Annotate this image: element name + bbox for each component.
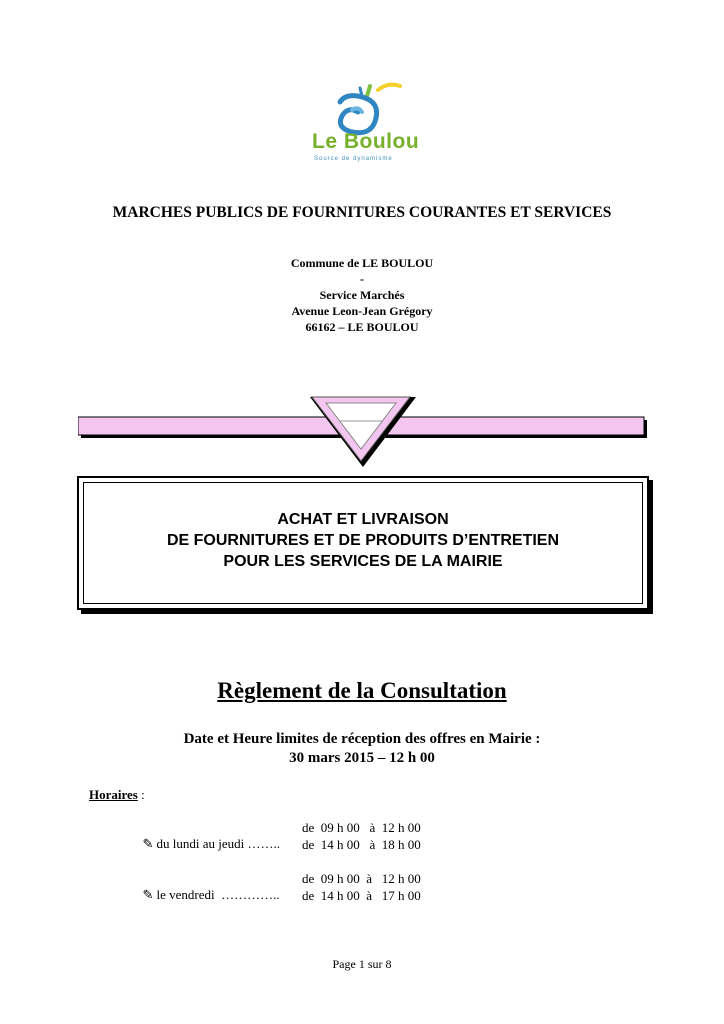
horaires-colon: : [137, 787, 145, 802]
title-box-line-1: ACHAT ET LIVRAISON [277, 511, 449, 528]
schedule-time: de 14 h 00 à 17 h 00 [302, 888, 421, 903]
decorative-banner [78, 395, 650, 475]
deadline-value: 30 mars 2015 – 12 h 00 [289, 750, 435, 766]
schedule-day: du lundi au jeudi …….. [156, 836, 280, 851]
schedule-row-mon-thu [136, 820, 280, 852]
logo-name: Le Boulou [312, 130, 420, 153]
document-title-text: Règlement de la Consultation [217, 678, 507, 703]
address-block [0, 255, 724, 335]
address-city: 66162 – LE BOULOU [305, 320, 419, 334]
deadline-block [0, 730, 724, 768]
logo-tagline: Source de dynamisme [314, 156, 393, 162]
le-boulou-logo [300, 80, 425, 175]
pencil-arrow-icon: ✎ [142, 887, 154, 902]
address-street: Avenue Leon-Jean Grégory [291, 304, 433, 318]
title-box [77, 476, 649, 610]
address-commune: Commune de LE BOULOU [290, 256, 434, 270]
document-title [0, 678, 724, 704]
schedule-row-friday [136, 871, 280, 903]
schedule-time: de 09 h 00 à 12 h 00 [302, 820, 421, 835]
page-number: Page 1 sur 8 [332, 957, 392, 971]
horaires-label: Horaires [89, 787, 138, 802]
schedule-time: de 09 h 00 à 12 h 00 [302, 871, 421, 886]
schedule-day: le vendredi ………….. [156, 887, 280, 902]
address-separator: - [360, 272, 364, 286]
pencil-arrow-icon: ✎ [142, 836, 154, 851]
page-header-title: MARCHES PUBLICS DE FOURNITURES COURANTES ET SERVICES [112, 204, 612, 221]
title-box-text [84, 509, 642, 572]
deadline-label: Date et Heure limites de réception des offres en Mairie : [183, 731, 541, 747]
title-box-line-2: DE FOURNITURES ET DE PRODUITS D’ENTRETIEN [166, 532, 560, 549]
title-box-line-3: POUR LES SERVICES DE LA MAIRIE [223, 553, 503, 570]
schedule-time: de 14 h 00 à 18 h 00 [302, 837, 421, 852]
address-service: Service Marchés [319, 288, 405, 302]
title-box-inner-frame [83, 482, 643, 604]
horaires-heading [89, 787, 145, 803]
